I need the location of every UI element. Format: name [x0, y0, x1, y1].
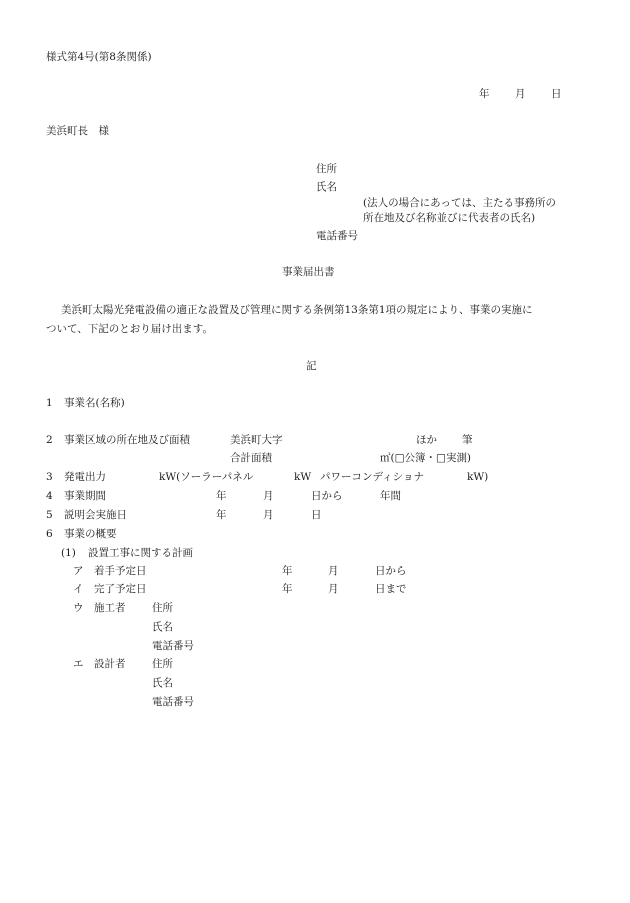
row-label: 完了予定日	[94, 583, 147, 595]
form-number: 様式第4号(第8条関係)	[46, 51, 152, 63]
month-label: 月	[328, 565, 339, 577]
hitsu-label: 筆	[462, 434, 473, 446]
month-label: 月	[328, 583, 339, 595]
item-label: 事業期間	[64, 490, 106, 502]
year-label: 年	[216, 490, 227, 502]
item-number: 3	[46, 471, 53, 483]
date-month: 月	[515, 88, 526, 100]
body-line-1: 美浜町太陽光発電設備の適正な設置及び管理に関する条例第13条第1項の規定により、事業の実施に	[61, 304, 533, 316]
pcs-kw-unit: kW)	[467, 471, 489, 483]
item-number: 2	[46, 434, 53, 446]
row-label: 施工者	[94, 602, 126, 614]
row-label: 設計者	[94, 658, 126, 670]
contractor-address-label: 住所	[152, 602, 173, 614]
year-label: 年	[216, 509, 227, 521]
applicant-phone-label: 電話番号	[316, 230, 358, 242]
area-unit: ㎡(□公簿・□実測)	[380, 452, 472, 464]
applicant-address-label: 住所	[316, 163, 337, 175]
area-label: 合計面積	[230, 452, 272, 464]
designer-address-label: 住所	[152, 658, 173, 670]
contractor-phone-label: 電話番号	[152, 640, 194, 652]
body-line-2: ついて、下記のとおり届け出ます。	[46, 323, 213, 335]
year-label: 年	[282, 583, 293, 595]
sub-item-label: 設置工事に関する計画	[88, 547, 193, 559]
item-label: 発電出力	[64, 471, 106, 483]
kana-marker: エ	[73, 658, 84, 670]
applicant-corp-note-2: 所在地及び名称並びに代表者の氏名)	[363, 212, 536, 224]
item-label: 事業名(名称)	[64, 397, 125, 409]
item-number: 1	[46, 397, 53, 409]
document-title: 事業届出書	[282, 266, 335, 278]
solar-panel-unit: kW(ソーラーパネル	[159, 471, 254, 483]
day-label: 日まで	[375, 583, 407, 595]
kw-unit: kW	[294, 471, 312, 483]
date-year: 年	[479, 88, 490, 100]
row-label: 着手予定日	[94, 565, 147, 577]
years-label: 年間	[380, 490, 401, 502]
month-label: 月	[263, 509, 274, 521]
item-label: 事業の概要	[64, 528, 117, 540]
town-label: 美浜町大字	[230, 434, 283, 446]
item-number: 4	[46, 490, 53, 502]
contractor-name-label: 氏名	[152, 621, 173, 633]
day-label: 日	[311, 509, 322, 521]
from-label: 日から	[311, 490, 343, 502]
month-label: 月	[263, 490, 274, 502]
kana-marker: イ	[73, 583, 84, 595]
year-label: 年	[282, 565, 293, 577]
addressee: 美浜町長 様	[46, 125, 109, 137]
item-number: 5	[46, 509, 53, 521]
ki-heading: 記	[306, 360, 317, 372]
date-day: 日	[551, 88, 562, 100]
kana-marker: ア	[73, 565, 84, 577]
kana-marker: ウ	[73, 602, 84, 614]
designer-phone-label: 電話番号	[152, 696, 194, 708]
item-label: 説明会実施日	[64, 509, 127, 521]
power-conditioner-label: パワーコンディショナ	[320, 471, 424, 483]
sub-item-number: (1)	[61, 547, 76, 559]
item-label: 事業区域の所在地及び面積	[64, 434, 190, 446]
item-number: 6	[46, 528, 53, 540]
applicant-name-label: 氏名	[316, 181, 337, 193]
hoka-label: ほか	[416, 434, 437, 446]
applicant-corp-note-1: (法人の場合にあっては、主たる事務所の	[363, 197, 556, 209]
day-label: 日から	[375, 565, 407, 577]
designer-name-label: 氏名	[152, 677, 173, 689]
